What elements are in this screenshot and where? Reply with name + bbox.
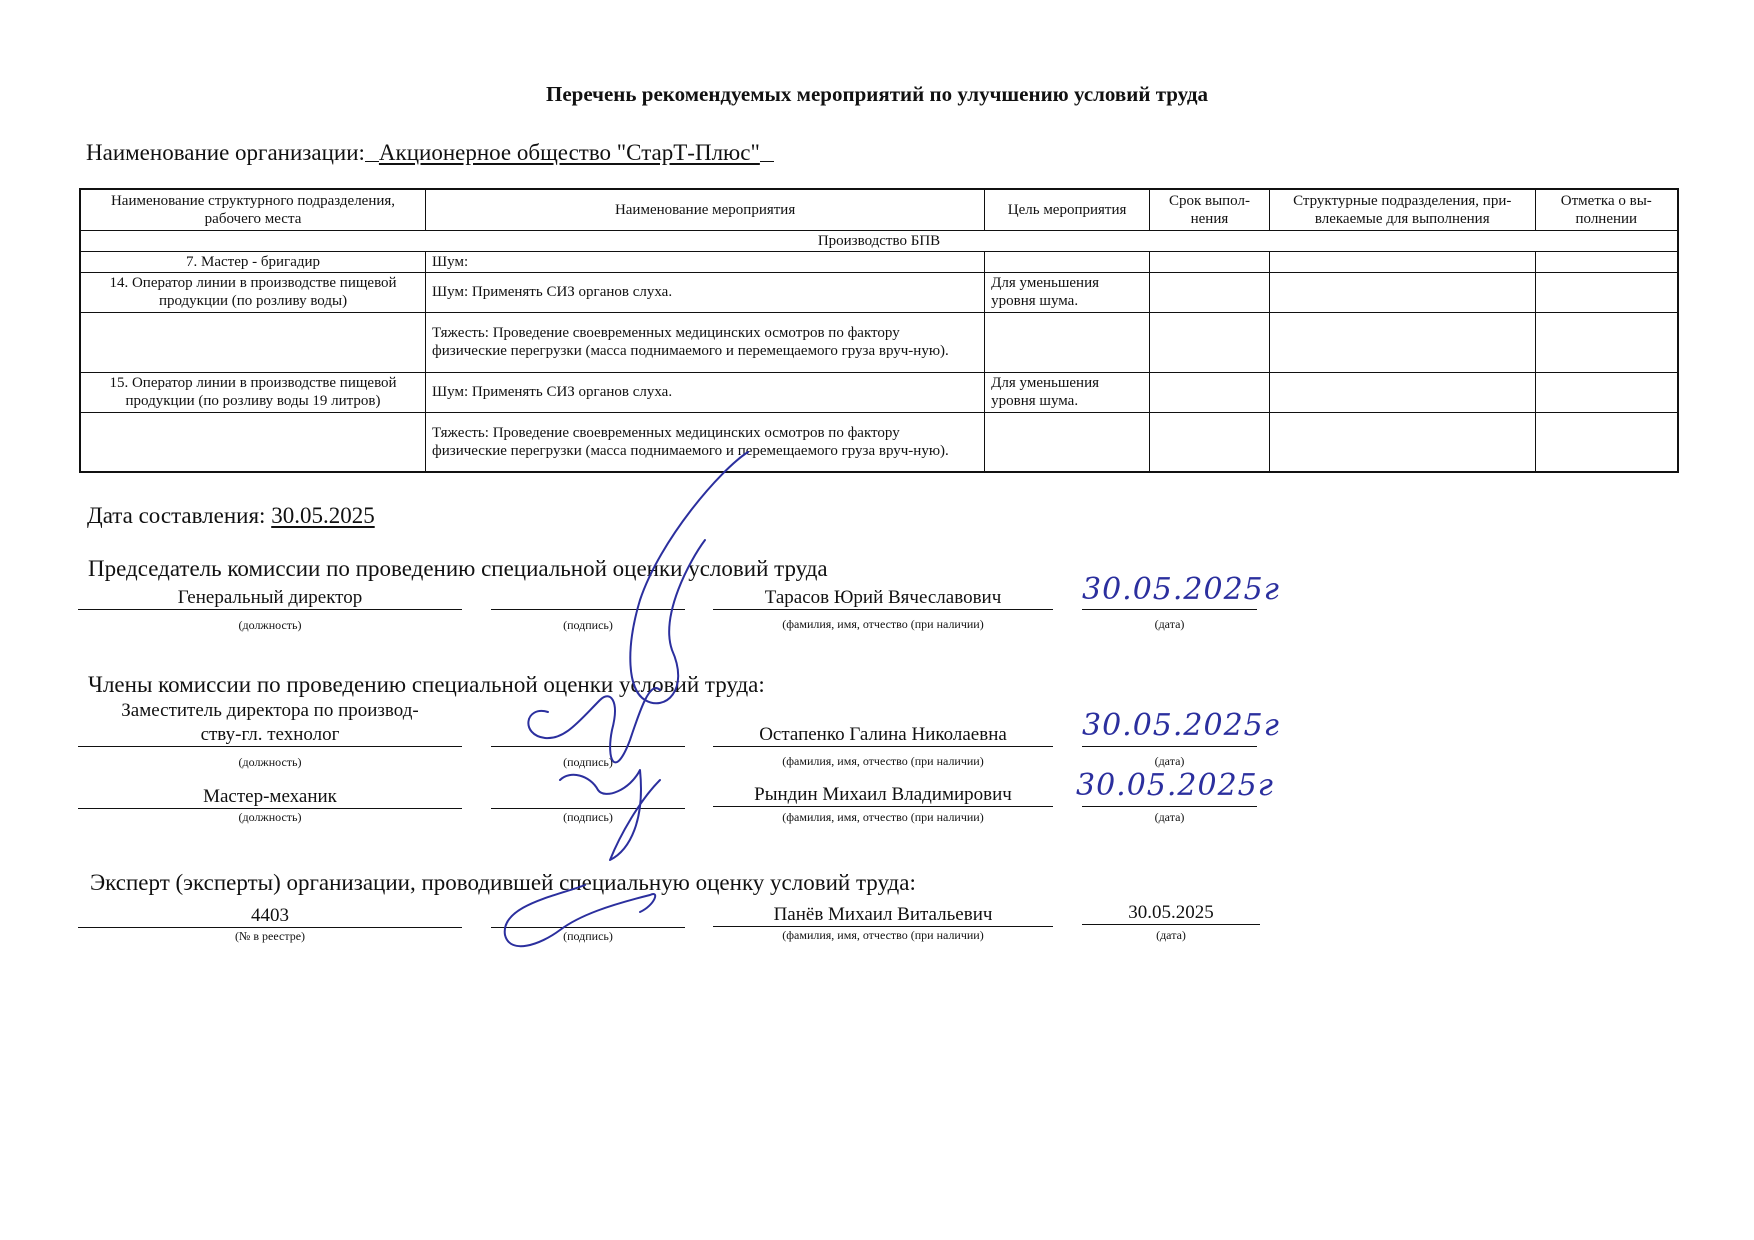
member2-date-handwritten: 30.05.2025г <box>1076 768 1274 803</box>
expert-date: 30.05.2025 <box>1082 902 1260 925</box>
table-row <box>80 251 1678 272</box>
caption-fio: (фамилия, имя, отчество (при наличии) <box>782 617 984 631</box>
caption-signature: (подпись) <box>563 755 613 769</box>
row-goal: Для уменьшения уровня шума. <box>985 272 1150 312</box>
table-row <box>80 372 1678 412</box>
caption-date: (дата) <box>1154 754 1185 768</box>
caption-position: (должность) <box>238 618 302 632</box>
caption-registry: (№ в реестре) <box>234 929 306 943</box>
expert-signature-line <box>491 905 685 928</box>
member1-position-line1: Заместитель директора по производ- <box>121 700 419 721</box>
compiled-date: 30.05.2025 <box>271 503 375 528</box>
member1-date-handwritten: 30.05.2025г <box>1082 708 1280 743</box>
members-heading: Члены комиссии по проведению специальной оценки условий труда: <box>88 672 765 697</box>
caption-date: (дата) <box>1154 810 1185 824</box>
header-deadline: Срок выпол-нения <box>1150 189 1270 230</box>
row-unit: 15. Оператор линии в производстве пищевой продукции (по розливу воды 19 литров) <box>80 372 426 412</box>
row-unit: 7. Мастер - бригадир <box>80 251 426 272</box>
row-unit <box>80 412 426 472</box>
expert-registry-no: 4403 <box>78 905 462 928</box>
expert-name: Панёв Михаил Витальевич <box>713 904 1053 927</box>
caption-date: (дата) <box>1154 617 1185 631</box>
caption-position: (должность) <box>238 755 302 769</box>
caption-fio: (фамилия, имя, отчество (при наличии) <box>782 810 984 824</box>
table-header-row <box>80 189 1678 230</box>
member2-name: Рындин Михаил Владимирович <box>713 784 1053 807</box>
row-unit <box>80 312 426 372</box>
header-unit: Наименование структурного подразделения, рабочего места <box>80 189 426 230</box>
chair-position: Генеральный директор <box>78 587 462 610</box>
measures-table <box>79 188 1679 473</box>
row-measure: Шум: <box>426 251 985 272</box>
caption-signature: (подпись) <box>563 618 613 632</box>
organization-line <box>86 140 774 166</box>
chair-date-handwritten: 30.05.2025г <box>1082 572 1280 607</box>
chair-heading: Председатель комиссии по проведению специальной оценки условий труда <box>88 556 828 581</box>
row-unit: 14. Оператор линии в производстве пищевой продукции (по розливу воды) <box>80 272 426 312</box>
member1-signature-line <box>491 724 685 747</box>
header-measure: Наименование мероприятия <box>426 189 985 230</box>
caption-position: (должность) <box>238 810 302 824</box>
member2-signature-line <box>491 786 685 809</box>
header-departments: Структурные подразделения, при-влекаемые для выполнения <box>1269 189 1535 230</box>
row-goal: Для уменьшения уровня шума. <box>985 372 1150 412</box>
chair-signature-line <box>491 587 685 610</box>
document-title: Перечень рекомендуемых мероприятий по улучшению условий труда <box>546 82 1208 106</box>
header-mark: Отметка о вы-полнении <box>1535 189 1678 230</box>
compiled-label: Дата составления: <box>87 503 266 528</box>
member1-position-line2: ству-гл. технолог <box>78 724 462 747</box>
caption-signature: (подпись) <box>563 810 613 824</box>
row-measure: Тяжесть: Проведение своевременных медицинских осмотров по фактору физические перегрузки (масса поднимаемого и перемещаемого груза вруч-ную). <box>426 412 985 472</box>
row-measure: Шум: Применять СИЗ органов слуха. <box>426 372 985 412</box>
member1-name: Остапенко Галина Николаевна <box>713 724 1053 747</box>
expert-heading: Эксперт (эксперты) организации, проводившей специальную оценку условий труда: <box>90 870 916 895</box>
table-row <box>80 312 1678 372</box>
section-row <box>80 230 1678 251</box>
table-row <box>80 272 1678 312</box>
member2-position: Мастер-механик <box>78 786 462 809</box>
row-measure: Тяжесть: Проведение своевременных медицинских осмотров по фактору физические перегрузки (масса поднимаемого и перемещаемого груза вруч-ную). <box>426 312 985 372</box>
row-goal <box>985 312 1150 372</box>
section-title: Производство БПВ <box>80 230 1678 251</box>
row-measure: Шум: Применять СИЗ органов слуха. <box>426 272 985 312</box>
caption-fio: (фамилия, имя, отчество (при наличии) <box>782 928 984 942</box>
compiled-date-line <box>87 503 375 529</box>
caption-date: (дата) <box>1156 928 1186 942</box>
organization-label: Наименование организации: <box>86 140 365 165</box>
caption-fio: (фамилия, имя, отчество (при наличии) <box>782 754 984 768</box>
caption-signature: (подпись) <box>563 929 613 943</box>
row-goal <box>985 251 1150 272</box>
header-goal: Цель мероприятия <box>985 189 1150 230</box>
row-goal <box>985 412 1150 472</box>
organization-name: Акционерное общество "СтарТ-Плюс" <box>378 140 760 165</box>
table-row <box>80 412 1678 472</box>
chair-name: Тарасов Юрий Вячеславович <box>713 587 1053 610</box>
